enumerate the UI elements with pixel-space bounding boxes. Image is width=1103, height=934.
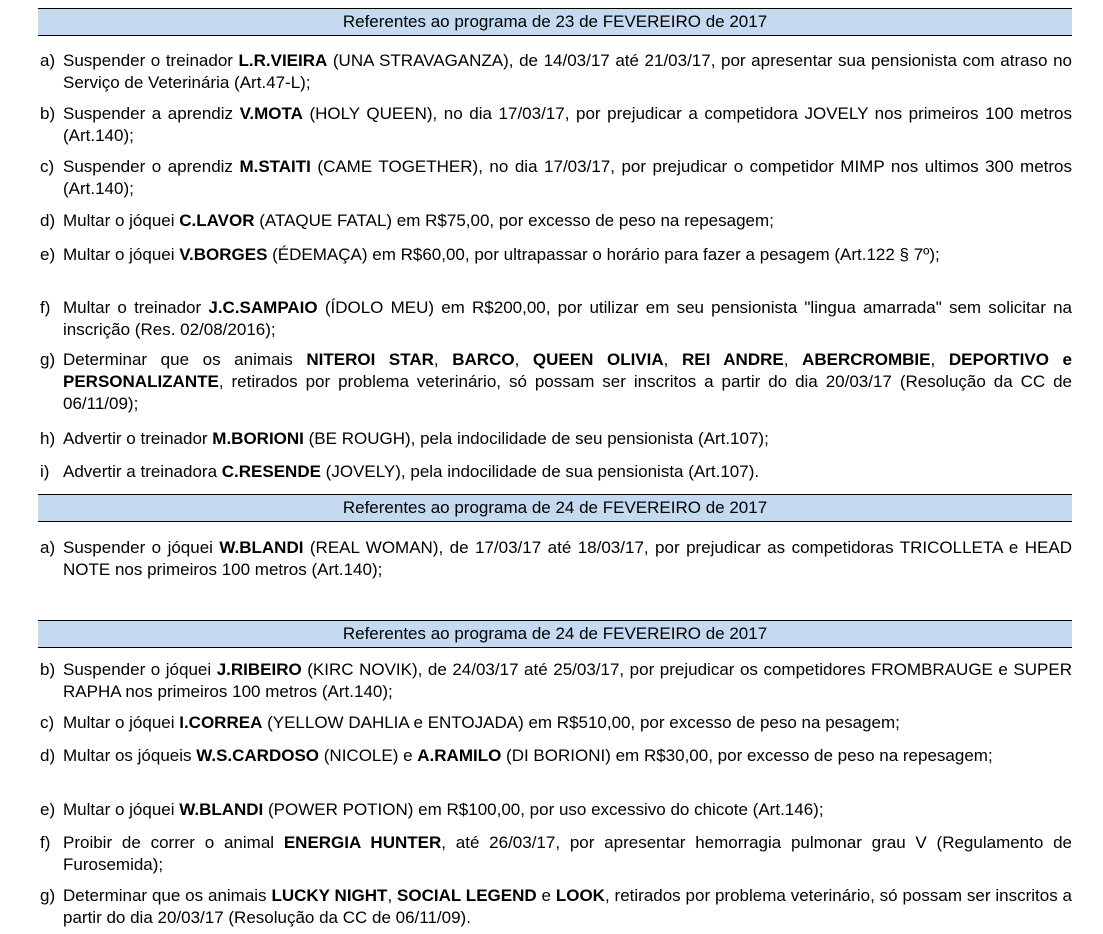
text-run: (ÉDEMAÇA) em R$60,00, por ultrapassar o horário para fazer a pesagem (Art.122 § 7º);	[267, 245, 940, 264]
bold-name: M.STAITI	[239, 157, 311, 176]
list-item	[40, 428, 1072, 450]
item-label: c)	[40, 157, 55, 176]
text-run: (CAME TOGETHER), no dia 17/03/17, por prejudicar o competidor MIMP nos ultimos 300 metros (Art.140);	[63, 157, 1072, 198]
text-run: Advertir o treinador	[63, 429, 213, 448]
item-text	[63, 712, 1072, 734]
text-run: Multar o jóquei	[63, 713, 180, 732]
text-run: ,	[387, 886, 398, 905]
text-run: Suspender a aprendiz	[63, 104, 240, 123]
item-label: g)	[40, 886, 56, 905]
item-text	[63, 799, 1072, 821]
item-label: e)	[40, 245, 56, 264]
text-run: Determinar que os animais	[63, 886, 272, 905]
text-run: ,	[514, 350, 533, 369]
bold-name: NITEROI STAR	[306, 350, 434, 369]
item-text	[63, 103, 1072, 147]
list-item	[40, 156, 1072, 200]
text-run: Multar o jóquei	[63, 245, 180, 264]
bold-name: C.RESENDE	[221, 462, 321, 481]
text-run: ,	[783, 350, 803, 369]
list-item	[40, 885, 1072, 929]
bold-name: REI ANDRE	[681, 350, 784, 369]
section-header: Referentes ao programa de 24 de FEVEREIRO de 2017	[38, 494, 1072, 522]
bold-name: DEPORTIVO e PERSONALIZANTE	[63, 350, 1073, 391]
text-run: ,	[930, 350, 949, 369]
bold-name: W.BLANDI	[219, 538, 304, 557]
bold-name: M.BORIONI	[212, 429, 304, 448]
list-item	[40, 244, 1072, 266]
text-run: (BE ROUGH), pela indocilidade de seu pensionista (Art.107);	[303, 429, 769, 448]
list-item	[40, 659, 1072, 703]
item-label: f)	[40, 833, 51, 852]
text-run: Suspender o aprendiz	[63, 157, 240, 176]
list-item	[40, 210, 1072, 232]
list-item	[40, 537, 1072, 581]
text-run: Suspender o jóquei	[63, 660, 217, 679]
text-run: Multar o treinador	[63, 298, 209, 317]
item-text	[63, 244, 1072, 266]
item-label: c)	[40, 713, 55, 732]
text-run: , retirados por problema veterinário, só possam ser inscritos a partir do dia 20/03/17 (Resolução da CC de 06/11/09);	[63, 372, 1072, 413]
text-run: (HOLY QUEEN), no dia 17/03/17, por prejudicar a competidora JOVELY nos primeiros 100 metros (Art.140);	[63, 104, 1072, 145]
item-label: h)	[40, 429, 56, 448]
text-run: Suspender o treinador	[63, 51, 239, 70]
text-run: Advertir a treinadora	[63, 462, 222, 481]
bold-name: LUCKY NIGHT	[271, 886, 388, 905]
item-label: b)	[40, 104, 56, 123]
bold-name: ENERGIA HUNTER	[283, 833, 442, 852]
item-text	[63, 659, 1072, 703]
list-item	[40, 712, 1072, 734]
item-text	[63, 50, 1072, 94]
bold-name: J.C.SAMPAIO	[208, 298, 318, 317]
text-run: (DI BORIONI) em R$30,00, por excesso de peso na repesagem;	[501, 746, 993, 765]
item-text	[63, 537, 1072, 581]
text-run: , até 26/03/17, por apresentar hemorragia pulmonar grau V (Regulamento de Furosemida);	[63, 833, 1072, 874]
text-run: (NICOLE) e	[319, 746, 418, 765]
bold-name: L.R.VIEIRA	[238, 51, 328, 70]
item-text	[63, 349, 1072, 415]
list-item	[40, 50, 1072, 94]
text-run: (YELLOW DAHLIA e ENTOJADA) em R$510,00, por excesso de peso na pesagem;	[262, 713, 900, 732]
item-text	[63, 461, 1072, 483]
bold-name: C.LAVOR	[179, 211, 255, 230]
text-run: ,	[663, 350, 682, 369]
list-item	[40, 297, 1072, 341]
item-text	[63, 156, 1072, 200]
bold-name: V.BORGES	[179, 245, 268, 264]
bold-name: W.BLANDI	[179, 800, 264, 819]
list-item	[40, 461, 1072, 483]
bold-name: SOCIAL LEGEND	[397, 886, 537, 905]
bold-name: BARCO	[452, 350, 515, 369]
item-text	[63, 832, 1072, 876]
bold-name: W.S.CARDOSO	[196, 746, 320, 765]
text-run: Multar o jóquei	[63, 800, 180, 819]
item-label: a)	[40, 538, 56, 557]
list-item	[40, 745, 1072, 767]
text-run: (POWER POTION) em R$100,00, por uso excessivo do chicote (Art.146);	[263, 800, 824, 819]
item-text	[63, 297, 1072, 341]
text-run: Suspender o jóquei	[63, 538, 220, 557]
bold-name: A.RAMILO	[417, 746, 502, 765]
text-run: (REAL WOMAN), de 17/03/17 até 18/03/17, por prejudicar as competidoras TRICOLLETA e HEAD NOTE nos primeiros 100 metros (Art.140);	[63, 538, 1073, 579]
list-item	[40, 103, 1072, 147]
text-run: Determinar que os animais	[63, 350, 307, 369]
bold-name: J.RIBEIRO	[216, 660, 302, 679]
text-run: ,	[433, 350, 453, 369]
text-run: (ÍDOLO MEU) em R$200,00, por utilizar em seu pensionista "lingua amarrada" sem solicitar na inscrição (Res. 02/08/2016);	[63, 298, 1073, 339]
item-label: e)	[40, 800, 56, 819]
item-label: g)	[40, 350, 56, 369]
item-label: a)	[40, 51, 56, 70]
item-text	[63, 885, 1072, 929]
item-text	[63, 210, 1072, 232]
item-label: i)	[40, 462, 50, 481]
item-label: b)	[40, 660, 56, 679]
item-label: d)	[40, 211, 56, 230]
bold-name: V.MOTA	[239, 104, 303, 123]
item-label: d)	[40, 746, 56, 765]
text-run: Multar o jóquei	[63, 211, 180, 230]
list-item	[40, 832, 1072, 876]
text-run: Multar os jóqueis	[63, 746, 197, 765]
bold-name: ABERCROMBIE	[802, 350, 931, 369]
bold-name: LOOK	[555, 886, 605, 905]
bold-name: QUEEN OLIVIA	[532, 350, 664, 369]
text-run: e	[536, 886, 556, 905]
text-run: (JOVELY), pela indocilidade de sua pensionista (Art.107).	[320, 462, 760, 481]
text-run: (UNA STRAVAGANZA), de 14/03/17 até 21/03/17, por apresentar sua pensionista com atraso no Serviço de Veterinária (Art.47-L);	[63, 51, 1072, 92]
bold-name: I.CORREA	[179, 713, 263, 732]
list-item	[40, 799, 1072, 821]
text-run: (KIRC NOVIK), de 24/03/17 até 25/03/17, por prejudicar os competidores FROMBRAUGE e SUPER RAPHA nos primeiros 100 metros (Art.140);	[63, 660, 1072, 701]
item-text	[63, 428, 1072, 450]
list-item	[40, 349, 1072, 415]
text-run: , retirados por problema veterinário, só possam ser inscritos a partir do dia 20/03/17 (Resolução da CC de 06/11/09).	[63, 886, 1073, 927]
section-header: Referentes ao programa de 23 de FEVEREIRO de 2017	[38, 8, 1072, 36]
text-run: (ATAQUE FATAL) em R$75,00, por excesso de peso na repesagem;	[254, 211, 774, 230]
item-label: f)	[40, 298, 51, 317]
section-header: Referentes ao programa de 24 de FEVEREIRO de 2017	[38, 620, 1072, 648]
item-text	[63, 745, 1072, 767]
text-run: Proibir de correr o animal	[63, 833, 284, 852]
